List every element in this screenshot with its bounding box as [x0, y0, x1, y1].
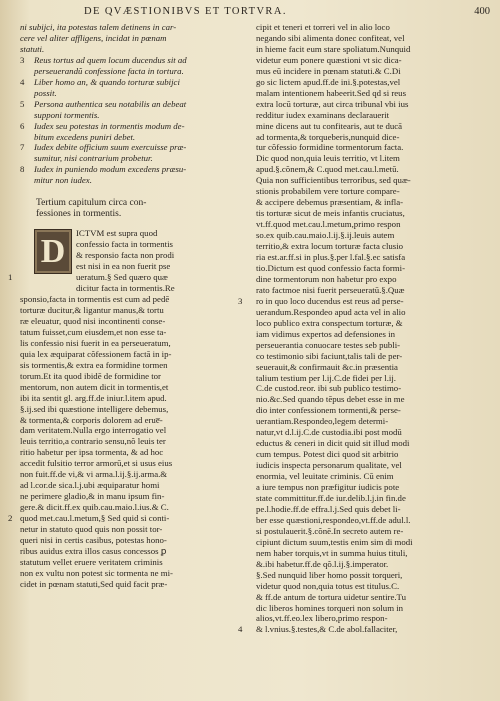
line-text: Dic quod non,quia leuis territio, vt l.item	[256, 153, 400, 164]
summary-number: 5	[20, 98, 25, 109]
line-text: &.ibi habetur.ff.de qõ.l.ij.§.imperator.	[256, 558, 389, 569]
line-text: territio,& extra locum torturæ facta clusio	[256, 241, 404, 252]
text-line	[256, 471, 486, 482]
text-line	[256, 252, 486, 263]
text-line: ritio habetur per ipsa tormenta, & ad hoc	[20, 447, 164, 458]
line-text: cipiunt dictum suum,testis enim sim di modi	[256, 536, 413, 547]
summary-item	[20, 77, 232, 99]
text-line: Iudex debite officium suum exercuisse præ-	[34, 142, 187, 153]
line-text: netur in statuto quod quis non possit tor-	[20, 524, 163, 535]
line-text: redditur iudex examinans declarauerit	[256, 109, 390, 120]
text-line	[256, 263, 486, 274]
line-text: statutum vellet eruere veritatem criminis	[20, 556, 163, 567]
text-line	[256, 153, 486, 164]
text-line	[256, 559, 486, 570]
line-text: rato factmoe nisi fuerit perseueratū.§.Quæ	[256, 284, 405, 295]
text-line	[256, 88, 486, 99]
line-text: nem haber torquis,vt in summa huius tituli,	[256, 547, 408, 558]
text-line: est nisi in ea non fuerit pse	[76, 261, 171, 272]
text-line: & tormenta,& corporis dolorem ad erue̅-	[20, 414, 163, 425]
summary-item	[20, 142, 232, 164]
line-text: Quia non sufficientibus terroribus, sed quæ-	[256, 175, 411, 186]
text-line	[256, 186, 486, 197]
text-line	[256, 274, 486, 285]
text-line: ræ eleuatur, quod nisi incontinenti conse-	[20, 315, 166, 326]
body-text	[238, 22, 486, 635]
text-line	[256, 142, 486, 153]
right-column	[238, 22, 486, 635]
line-text: cidet in pœnam statuti,Sed quid facit præ-	[20, 578, 168, 589]
line-text: C.de custod.reor. ibi sub publico testimo-	[256, 383, 402, 394]
text-line: Iudex in puniendo modum excedens præsu-	[34, 164, 187, 175]
line-text: videtur eum ponere quæstioni vt sic dica-	[256, 54, 402, 65]
text-line: accedit fulsitio terror armorū,et si usus eius	[20, 458, 173, 469]
line-text: ad tormenta,& torqueberis,nunquid dice-	[256, 131, 400, 142]
summary-number: 3	[20, 54, 25, 65]
text-line: Iudex seu potestas in tormentis modum de-	[34, 120, 185, 131]
text-line	[256, 592, 486, 603]
text-line	[256, 66, 486, 77]
text-line: torum.Et ita quod ibidē de formidine tor	[20, 370, 161, 381]
line-text: ribus auidus extra illos casus concessos ꝑ	[20, 545, 167, 556]
line-text: §.Sed nunquid liber homo possit torqueri,	[256, 569, 403, 580]
line-text: cipit et teneri et torreri vel in alio loco	[256, 22, 390, 32]
text-line	[256, 383, 486, 394]
text-line	[256, 241, 486, 252]
line-text: mine dicens aut tu confitearis, aut te ducā	[256, 120, 403, 131]
heading-line: Tertium capitulum circa con-	[36, 198, 147, 209]
initial-paragraph	[8, 228, 232, 294]
line-text: iudicis inspecta personarum qualitate, vel	[256, 460, 402, 471]
line-text: & ff.de antum de tortura uidetur sentire.Tu	[256, 591, 407, 602]
text-line: confessio facta in tormentis	[76, 239, 173, 250]
text-line	[256, 493, 486, 504]
summary-number: 6	[20, 120, 25, 131]
running-head: DE QVÆSTIONIBVS ET TORTVRA.	[84, 6, 287, 17]
summary-item	[20, 164, 232, 186]
text-line	[256, 285, 486, 296]
text-line	[256, 329, 486, 340]
text-line	[256, 318, 486, 329]
text-line: sponsio,facta in tormentis est cum ad pedē	[20, 294, 170, 305]
text-line	[256, 603, 486, 614]
margin-number: 3	[238, 295, 243, 306]
text-line	[20, 557, 232, 568]
text-line: dicitur facta in tormentis.Re	[76, 283, 175, 294]
text-line	[256, 394, 486, 405]
line-text: non ex vultu non potest sic tormenta ne mi-	[20, 567, 173, 578]
line-text: natur,vt d.l.ij.C.de custodia.ibi post modū	[256, 427, 402, 438]
text-line: non fuit.ff.de vi,& vi arma.l.ij.§.ij.arma.&	[20, 469, 168, 480]
text-line: dam veritatem.Nulla ergo interrogatio vel	[20, 425, 167, 436]
summary-number: 4	[20, 76, 25, 87]
text-line	[20, 579, 232, 590]
text-line: sis tormentis,& extra ea formidine tormen	[20, 359, 168, 370]
margin-number: 1	[8, 272, 13, 283]
text-line	[256, 208, 486, 219]
margin-number: 4	[238, 624, 243, 635]
summary-item	[20, 99, 232, 121]
text-line	[256, 230, 486, 241]
line-text: videtur quod non,quia totus est titulus.C.	[256, 580, 400, 591]
text-line: ICTVM est supra quod	[76, 228, 158, 239]
text-line	[8, 513, 232, 524]
body-text	[20, 294, 232, 513]
text-line	[256, 307, 486, 318]
line-text: dio inter confessionem tormenti,& perse-	[256, 405, 401, 416]
text-line: ad l.cor.de sica.l.j.ubi æquiparatur homi	[20, 480, 160, 491]
text-line	[256, 22, 486, 33]
line-text: seuerauit,& confirmauit &c.in præsentia	[256, 361, 398, 372]
text-line	[256, 55, 486, 66]
line-text: alios,vt.ff.eo.lex libero,primo respon-	[256, 613, 388, 624]
line-text: ber esse quæstioni,respondeo,vt.ff.de adul.l.	[256, 514, 411, 525]
line-text: state committitur.ff.de iur.delib.l.j.in fin.de	[256, 492, 406, 503]
text-line: statuti.	[20, 43, 45, 54]
line-text: queri nisi in certis casibus, potestas hono-	[20, 534, 167, 545]
text-line	[256, 340, 486, 351]
text-line: quia lex æquiparat cõfessionem factā in ip-	[20, 348, 172, 359]
text-line: bitum excedens puniri debet.	[34, 131, 136, 142]
line-text: tio.Dictum est quod confessio facta formi-	[256, 262, 406, 273]
text-line	[256, 351, 486, 362]
text-line	[256, 121, 486, 132]
margin-number: 2	[8, 513, 13, 524]
text-line	[256, 438, 486, 449]
text-line: lis confessio nisi fuerit in ea perseueratum,	[20, 337, 171, 348]
text-line	[256, 581, 486, 592]
text-line: & responsio facta non prodi	[76, 250, 175, 261]
line-text: & accipere debemus præsentiam, & infla-	[256, 197, 404, 208]
line-text: uerandum.Respondeo apud acta vel in alio	[256, 306, 406, 317]
text-line: torturæ ducitur,& ligantur manus,& tortu	[20, 304, 164, 315]
line-text: tis torturæ sicut de meis infantis cruciatus,	[256, 208, 405, 219]
text-line: §.ij.sed ibi quæstione intelligere debemus,	[20, 403, 169, 414]
text-line	[256, 164, 486, 175]
text-line	[20, 524, 232, 535]
summary-item	[20, 121, 232, 143]
line-text: stionis probabilem vere torture compare-	[256, 186, 400, 197]
text-line	[256, 373, 486, 384]
text-line	[238, 624, 486, 635]
line-text: eductus & ceneri in dicit quid sit illud modi	[256, 438, 410, 449]
line-text: apud.§.cõnem,& C.quod met.cau.l.metū.	[256, 164, 399, 175]
text-line: Persona authentica seu notabilis an debeat	[34, 98, 187, 109]
text-line: ueratum.§ Sed quæro quæ	[76, 272, 168, 283]
text-line	[256, 33, 486, 44]
text-line: sumitur, nisi contrarium probetur.	[34, 153, 153, 164]
line-text: ria est.ar.ff.si in plus.§.per l.fal.§.ec satisfa	[256, 252, 406, 263]
summary-number: 8	[20, 164, 25, 175]
line-text: go sic lictem apud.ff.de ini.§.potestas,vel	[256, 76, 401, 87]
text-line: possit.	[34, 87, 57, 98]
text-line: mitur non iudex.	[34, 175, 92, 186]
summary-continuation	[20, 22, 232, 55]
line-text: malam intentionem habeerit.Sed qd si reus	[256, 87, 406, 98]
line-text: si postulauerit.§.cõnē.In secreto autem re-	[256, 525, 404, 536]
text-line: perseuerandũ confessione facta in tortura.	[34, 65, 184, 76]
text-line: tatum fuisset,cum eiusdem,et non esse ta-	[20, 326, 167, 337]
text-line: cere vel aliter affligens, incidat in pœnam	[20, 32, 167, 43]
text-line: ne perimere gladio,& in manu ipsum fin-	[20, 491, 165, 502]
text-line: gere.& dicit.ff.ex quib.cau.maio.l.ius.& C.	[20, 502, 169, 513]
line-text: tur cõfessio formidine tormentorum facta.	[256, 142, 404, 153]
line-text: perseuerantia conuocare testes seb publi-	[256, 339, 401, 350]
text-line	[256, 132, 486, 143]
text-line	[256, 427, 486, 438]
line-text: in hieme facit eum stare spoliatum.Nunquid	[256, 43, 411, 54]
text-line	[256, 526, 486, 537]
body-text-continued	[8, 513, 232, 590]
text-line	[256, 99, 486, 110]
line-text: talium testium per l.ij.C.de fidei per l.ij.	[256, 372, 396, 383]
line-text: dic liberos homines torqueri non solum in	[256, 602, 404, 613]
text-line	[256, 110, 486, 121]
text-line	[256, 504, 486, 515]
heading-line: fessiones in tormentis.	[36, 209, 122, 220]
decorated-initial: D	[34, 229, 72, 274]
left-column	[8, 22, 232, 590]
line-text: co testimonio sibi faciunt,talis tali de per-	[256, 350, 403, 361]
text-line	[256, 537, 486, 548]
text-line	[256, 44, 486, 55]
line-text: dine tormentorum non habetur pro expo	[256, 273, 397, 284]
line-text: loco publico extra conspectum torturæ, &	[256, 317, 403, 328]
text-line	[20, 568, 232, 579]
line-text: enormia, vel leuitate criminis. Cū enim	[256, 471, 394, 482]
line-text: negando sibi alimenta donec confiteat, vel	[256, 32, 405, 43]
text-line	[256, 219, 486, 230]
line-text: a iure tempus non præfigitur iudicis pote	[256, 482, 400, 493]
line-text: pe.l.hodie.ff.de effra.l.j.Sed quis debet li-	[256, 503, 401, 514]
text-line: Liber homo an, & quando torturæ subijci	[34, 76, 180, 87]
line-text: vt.ff.quod met.cau.l.metum,primo respon	[256, 219, 401, 230]
line-text: cum tempus. Potest dici quod sit arbitrio	[256, 449, 399, 460]
text-line	[256, 548, 486, 559]
text-line	[256, 416, 486, 427]
text-line	[256, 449, 486, 460]
text-line: ni subijci, ita potestas talem detinens in car-	[20, 22, 177, 32]
text-line	[256, 362, 486, 373]
text-line: supponi tormentis.	[34, 109, 100, 120]
text-line	[256, 570, 486, 581]
text-line	[256, 460, 486, 471]
text-line	[256, 515, 486, 526]
text-line	[20, 546, 232, 557]
line-text: ro in quo loco ducendus est reus ad perse-	[256, 295, 404, 306]
text-line: ibi ita sentit gl. arg.ff.de iniur.l.item apud.	[20, 392, 167, 403]
text-line	[256, 197, 486, 208]
line-text: quod met.cau.l.metum,§ Sed quid si conti-	[20, 513, 170, 524]
line-text: mus eū incidere in pœnam statuti.& C.Di	[256, 65, 401, 76]
line-text: extra locū torturæ, aut circa tribunal vbi ius	[256, 98, 409, 109]
text-line	[238, 295, 486, 307]
page-number: 400	[474, 6, 490, 17]
text-line: leuis territio,a contrario sensu,nõ leuis ter	[20, 436, 166, 447]
line-text: uerantiam.Respondeo,legem determi-	[256, 416, 389, 427]
line-text: so.ex quib.cau.maio.l.ij.§.ij.leuis autem	[256, 230, 395, 241]
text-line	[256, 613, 486, 624]
text-line: mentorum, non autem dicit in tormentis,et	[20, 381, 169, 392]
text-line	[256, 482, 486, 493]
text-line	[256, 175, 486, 186]
summary-number: 7	[20, 142, 25, 153]
summary-item	[20, 55, 232, 77]
line-text: nio.&c.Sed quando tēpus debet esse in me	[256, 394, 405, 405]
text-line	[256, 77, 486, 88]
line-text: & l.vnius.§.testes,& C.de abol.fallaciter,	[256, 624, 398, 635]
text-line	[256, 405, 486, 416]
line-text: iam vidimus expertos ad defensiones in	[256, 328, 396, 339]
chapter-heading	[20, 198, 232, 220]
text-line	[20, 535, 232, 546]
text-line: Reus tortus ad quem locum ducendus sit ad	[34, 54, 187, 65]
